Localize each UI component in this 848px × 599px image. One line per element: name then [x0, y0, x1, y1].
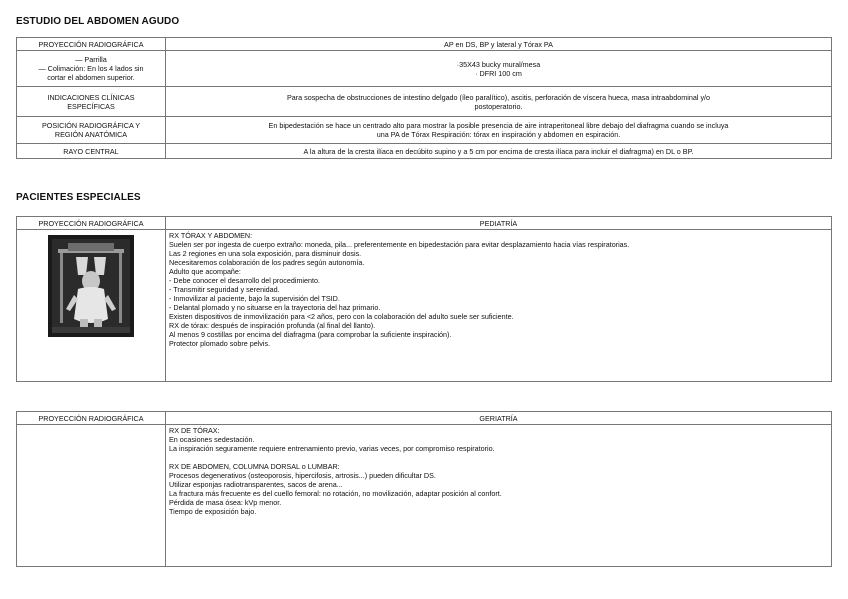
table-row: [17, 425, 832, 567]
value-line: ·35X43 bucky mural/mesa: [456, 59, 541, 69]
row-label: PROYECCIÓN RADIOGRÁFICA: [17, 38, 166, 51]
row-label: [17, 87, 166, 117]
table-header-row: [17, 412, 832, 425]
text-line: RX DE ABDOMEN, COLUMNA DORSAL o LUMBAR:: [169, 462, 340, 471]
value-line: postoperatorio.: [474, 101, 523, 111]
text-line: La fractura más frecuente es del cuello femoral: no rotación, no movilización, adaptar posición al confort.: [169, 489, 502, 498]
text-line: Tiempo de exposición bajo.: [169, 507, 257, 516]
value-line: · DFRI 100 cm: [475, 68, 522, 78]
row-value: [166, 117, 832, 144]
label-line: — Parrilla: [75, 55, 107, 64]
empty-cell: [17, 425, 166, 567]
text-line: La inspiración seguramente requiere entrenamiento previo, varias veces, por compromiso respiratorio.: [169, 444, 495, 453]
text-line: Adulto que acompañe:: [169, 267, 241, 276]
text-line: Utilizar esponjas radiotransparentes, sacos de arena...: [169, 480, 343, 489]
text-line: Al menos 9 costillas por encima del diafragma (para comprobar la suficiente inspiración).: [169, 330, 452, 339]
pediatria-table: [16, 216, 832, 382]
header-geriatria: GERIATRÍA: [166, 412, 832, 425]
header-label: PROYECCIÓN RADIOGRÁFICA: [17, 412, 166, 425]
text-line: Necesitaremos colaboración de los padres según autonomía.: [169, 258, 365, 267]
row-value: AP en DS, BP y lateral y Tórax PA: [166, 38, 832, 51]
label-line: REGIÓN ANATÓMICA: [54, 130, 128, 139]
text-line: Suelen ser por ingesta de cuerpo extraño: moneda, pila... preferentemente en bipedestación para evitar desplazamiento hacia vías respiratorias.: [169, 240, 630, 249]
label-line: — Colimación: En los 4 lados sin: [38, 64, 144, 73]
text-line: RX DE TÓRAX:: [169, 426, 220, 435]
row-label: [17, 51, 166, 87]
label-line: INDICACIONES CLÍNICAS: [47, 92, 135, 102]
pediatria-content: [166, 230, 832, 382]
text-line: RX TÓRAX Y ABDOMEN:: [169, 231, 253, 240]
text-line: - Inmovilizar al paciente, bajo la supervisión del TSID.: [169, 294, 340, 303]
geriatria-content: [166, 425, 832, 567]
section-title-abdomen: ESTUDIO DEL ABDOMEN AGUDO: [16, 16, 180, 27]
text-line: - Delantal plomado y no situarse en la trayectoria del haz primario.: [169, 303, 381, 312]
value-line: una PA de Tórax Respiración: tórax en inspiración y abdomen en espiración.: [376, 130, 621, 139]
abdomen-table: [16, 37, 832, 159]
text-line: Existen dispositivos de inmovilización para <2 años, pero con la colaboración del adulto suele ser suficiente.: [169, 312, 514, 321]
label-line: cortar el abdomen superior.: [47, 73, 135, 82]
text-line: Procesos degenerativos (osteoporosis, hipercifosis, artrosis...) pueden dificultar DS.: [169, 471, 436, 480]
value-line: En bipedestación se hace un centrado alto para mostrar la posible presencia de aire intraperitoneal libre debajo del diafragma cuando se incluya: [268, 121, 729, 130]
text-line: - Debe conocer el desarrollo del procedimiento.: [169, 276, 321, 285]
row-value: [166, 51, 832, 87]
table-row: [17, 230, 832, 382]
table-row: [17, 87, 832, 117]
text-line: RX de tórax: después de inspiración profunda (al final del llanto).: [169, 321, 376, 330]
table-row: [17, 144, 832, 159]
label-line: ESPECÍFICAS: [67, 101, 115, 111]
header-label: PROYECCIÓN RADIOGRÁFICA: [17, 217, 166, 230]
row-value: [166, 87, 832, 117]
text-line: Pérdida de masa ósea: kVp menor.: [169, 498, 282, 507]
label-line: POSICIÓN RADIOGRÁFICA Y: [41, 121, 141, 130]
table-row: [17, 117, 832, 144]
geriatria-table: [16, 411, 832, 567]
text-line: Las 2 regiones en una sola exposición, para disminuir dosis.: [169, 249, 362, 258]
spacer: [169, 453, 828, 462]
row-label: [17, 117, 166, 144]
text-line: Protector plomado sobre pelvis.: [169, 339, 271, 348]
text-line: En ocasiones sedestación.: [169, 435, 255, 444]
value-line: Para sospecha de obstrucciones de intestino delgado (íleo paralítico), ascitis, perforación de víscera hueca, masa intraabdominal y/o: [286, 92, 711, 102]
section-title-pacientes: PACIENTES ESPECIALES: [16, 192, 141, 203]
row-label: RAYO CENTRAL: [17, 144, 166, 159]
table-row: [17, 51, 832, 87]
header-pediatria: PEDIATRÍA: [166, 217, 832, 230]
photo-cell: [17, 230, 166, 382]
pediatric-xray-photo: [48, 235, 134, 337]
table-row: [17, 38, 832, 51]
row-value: A la altura de la cresta ilíaca en decúbito supino y a 5 cm por encima de cresta ilíaca para incluir el diafragma) en DL o BP.: [166, 144, 832, 159]
text-line: - Transmitir seguridad y serenidad.: [169, 285, 280, 294]
table-header-row: [17, 217, 832, 230]
